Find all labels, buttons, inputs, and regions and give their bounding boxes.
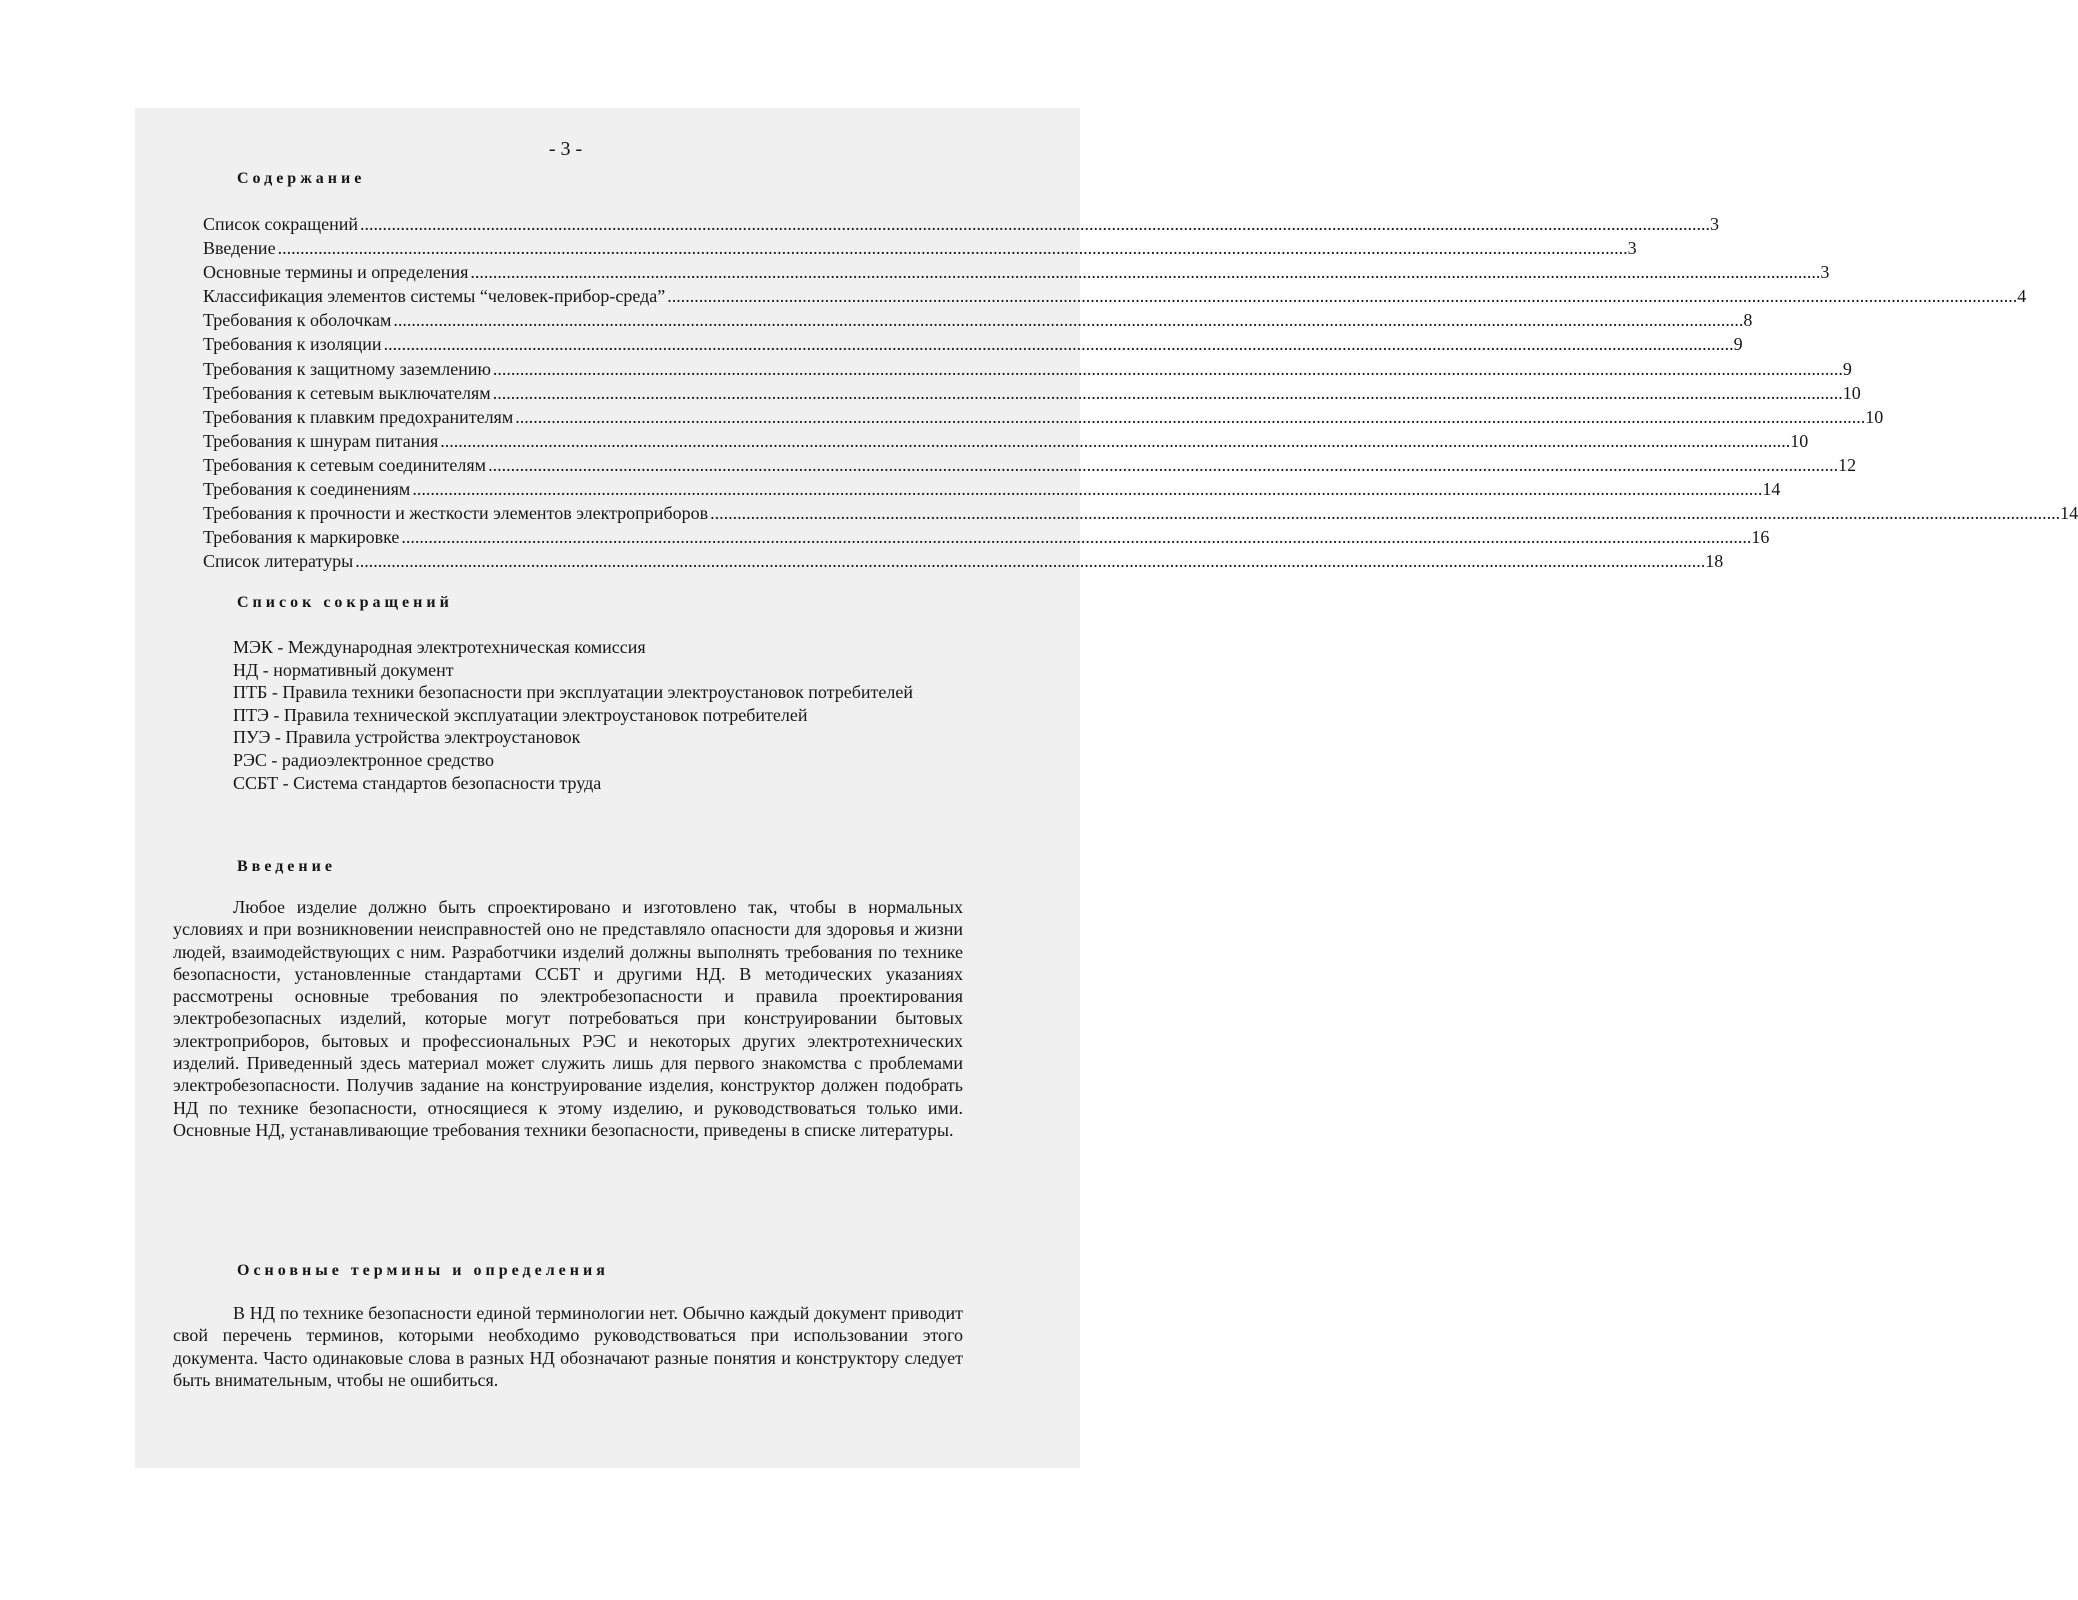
toc-entry-title: Требования к плавким предохранителям (203, 406, 514, 427)
toc-entry (203, 308, 1753, 332)
toc-entry-title: Требования к маркировке (203, 527, 400, 548)
toc-entry (203, 332, 1743, 356)
toc-entry-page: 18 (1705, 551, 1724, 572)
toc-dot-leader: ............................................................................................................................................................................................................................................................................................................ (277, 238, 1628, 259)
toc-entry-page: 14 (2060, 503, 2078, 524)
toc-dot-leader: ............................................................................................................................................................................................................................................................................................................ (393, 310, 1744, 331)
toc-entry-page: 10 (1865, 406, 1884, 427)
toc-dot-leader: ............................................................................................................................................................................................................................................................................................................ (515, 406, 1866, 427)
toc-entry (203, 453, 1857, 477)
toc-entry (203, 284, 2027, 308)
toc-entry (203, 405, 1884, 429)
abbreviations-list (173, 636, 968, 794)
toc-entry-page: 4 (2017, 286, 2027, 307)
abbreviation-item: ПТБ - Правила техники безопасности при эксплуатации электроустановок потребителей (233, 682, 913, 703)
page-number: - 3 - (548, 138, 583, 160)
toc-entry (203, 549, 1724, 573)
toc-heading: Содержание (237, 170, 366, 187)
toc-dot-leader: ............................................................................................................................................................................................................................................................................................................ (492, 358, 1843, 379)
toc-entry (203, 212, 1719, 236)
toc-entry-page: 3 (1627, 238, 1637, 259)
toc-entry-title: Требования к прочности и жесткости элементов электроприборов (203, 503, 709, 524)
introduction-heading: Введение (237, 858, 336, 875)
toc-entry-title: Классификация элементов системы “человек-прибор-среда” (203, 286, 666, 307)
terms-heading: Основные термины и определения (237, 1262, 609, 1279)
toc-entry-page: 10 (1790, 430, 1809, 451)
toc-entry (203, 525, 1770, 549)
toc-entry-title: Список литературы (203, 551, 354, 572)
abbreviation-item: ССБТ - Система стандартов безопасности труда (233, 772, 602, 793)
toc-entry (203, 381, 1861, 405)
abbreviation-item: МЭК - Международная электротехническая комиссия (233, 637, 646, 657)
toc-entry-title: Требования к изоляции (203, 334, 382, 355)
toc-entry-title: Требования к сетевым выключателям (203, 382, 491, 403)
toc-entry-title: Требования к сетевым соединителям (203, 454, 487, 475)
toc-entry (203, 357, 1852, 381)
toc-entry-page: 3 (1820, 262, 1830, 283)
toc-entry-page: 9 (1733, 334, 1743, 355)
toc-dot-leader: ............................................................................................................................................................................................................................................................................................................ (355, 551, 1706, 572)
table-of-contents (203, 212, 2078, 573)
toc-entry-title: Требования к защитному заземлению (203, 358, 491, 379)
abbreviation-item: РЭС - радиоэлектронное средство (233, 749, 494, 770)
toc-entry (203, 236, 1637, 260)
toc-dot-leader: ............................................................................................................................................................................................................................................................................................................ (667, 286, 2018, 307)
toc-entry-title: Требования к оболочкам (203, 310, 392, 331)
toc-entry-page: 16 (1751, 527, 1770, 548)
toc-entry-title: Требования к соединениям (203, 479, 411, 500)
toc-dot-leader: ............................................................................................................................................................................................................................................................................................................ (359, 214, 1710, 234)
abbreviation-item: ПУЭ - Правила устройства электроустановок (233, 727, 581, 748)
toc-entry-page: 10 (1842, 382, 1861, 403)
toc-entry-title: Требования к шнурам питания (203, 430, 439, 451)
toc-dot-leader: ............................................................................................................................................................................................................................................................................................................ (470, 262, 1821, 283)
toc-entry-page: 3 (1709, 214, 1719, 234)
terms-paragraph: В НД по технике безопасности единой терминологии нет. Обычно каждый документ приводит свой перечень терминов, которыми необходимо руководствоваться при использовании этого документа. Часто одинаковые слова в разных НД обозначают разные понятия и конструктору следует быть внимательным, чтобы не ошибиться. (173, 1303, 963, 1390)
abbreviation-item: НД - нормативный документ (233, 659, 454, 680)
abbreviation-item: ПТЭ - Правила технической эксплуатации электроустановок потребителей (233, 704, 808, 725)
toc-entry (203, 501, 2078, 525)
toc-entry-title: Список сокращений (203, 214, 358, 234)
toc-entry-page: 12 (1838, 454, 1857, 475)
toc-dot-leader: ............................................................................................................................................................................................................................................................................................................ (440, 430, 1791, 451)
introduction-paragraph: Любое изделие должно быть спроектировано и изготовлено так, чтобы в нормальных условиях и при возникновении неисправностей оно не представляло опасности для здоровья и жизни людей, взаимодействующих с ним. Разработчики изделий должны выполнять требования по технике безопасности, установленные стандартами ССБТ и другими НД. В методических указаниях рассмотрены основные требования по электробезопасности и правила проектирования электробезопасных изделий, которые могут потребоваться при конструировании бытовых электроприборов, бытовых и профессиональных РЭС и некоторых других электротехнических изделий. Приведенный здесь материал может служить лишь для первого знакомства с проблемами электробезопасности. Получив задание на конструирование изделия, конструктор должен подобрать НД по технике безопасности, относящиеся к этому изделию, и руководствоваться только ими. Основные НД, устанавливающие требования техники безопасности, приведены в списке литературы. (173, 897, 963, 1140)
toc-entry (203, 477, 1781, 501)
toc-dot-leader: ............................................................................................................................................................................................................................................................................................................ (488, 454, 1839, 475)
abbreviations-heading: Список сокращений (237, 594, 453, 611)
toc-entry-title: Введение (203, 238, 276, 259)
toc-dot-leader: ............................................................................................................................................................................................................................................................................................................ (401, 527, 1752, 548)
toc-entry-page: 8 (1743, 310, 1753, 331)
toc-dot-leader: ............................................................................................................................................................................................................................................................................................................ (710, 503, 2061, 524)
toc-dot-leader: ............................................................................................................................................................................................................................................................................................................ (492, 382, 1843, 403)
toc-entry-title: Основные термины и определения (203, 262, 469, 283)
toc-dot-leader: ............................................................................................................................................................................................................................................................................................................ (412, 479, 1763, 500)
toc-entry (203, 429, 1809, 453)
toc-dot-leader: ............................................................................................................................................................................................................................................................................................................ (383, 334, 1734, 355)
toc-entry (203, 260, 1830, 284)
toc-entry-page: 9 (1842, 358, 1852, 379)
toc-entry-page: 14 (1762, 479, 1781, 500)
